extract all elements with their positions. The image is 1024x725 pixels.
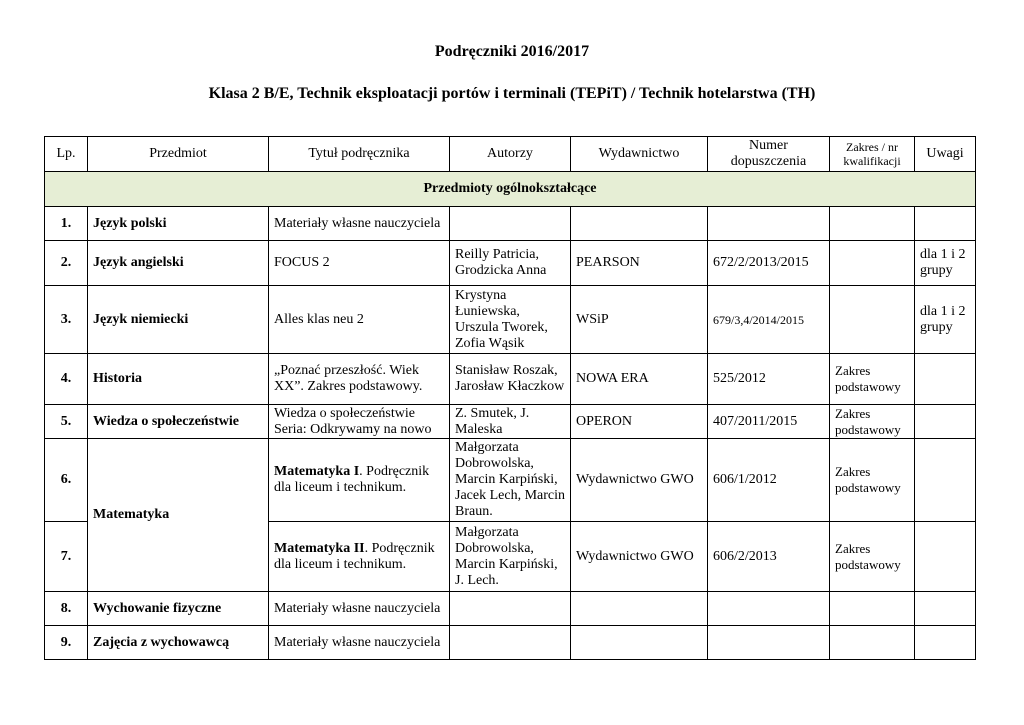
- col-header-lp: Lp.: [45, 137, 88, 172]
- table-row: [45, 207, 976, 241]
- row-lp: 9.: [45, 626, 88, 660]
- row-subject: Język niemiecki: [88, 286, 269, 354]
- row-authors: Małgorzata Dobrowolska, Marcin Karpiński, J. Lech.: [450, 522, 571, 592]
- row-number: 606/1/2012: [708, 439, 830, 522]
- row-notes: [915, 405, 976, 439]
- table-row: [45, 439, 976, 522]
- row-scope: [830, 592, 915, 626]
- row-title: Alles klas neu 2: [269, 286, 450, 354]
- row-number: [708, 207, 830, 241]
- row-lp: 8.: [45, 592, 88, 626]
- row-title: Materiały własne nauczyciela: [269, 207, 450, 241]
- row-title: „Poznać przeszłość. Wiek XX”. Zakres podstawowy.: [269, 354, 450, 405]
- section-title: Przedmioty ogólnokształcące: [45, 172, 976, 207]
- col-header-number: Numer dopuszczenia: [708, 137, 830, 172]
- page-title: Podręczniki 2016/2017: [434, 43, 590, 60]
- row-publisher: OPERON: [571, 405, 708, 439]
- row-subject: Zajęcia z wychowawcą: [88, 626, 269, 660]
- row-authors: [450, 592, 571, 626]
- row-number: 672/2/2013/2015: [708, 241, 830, 286]
- row-scope: [830, 241, 915, 286]
- row-publisher: [571, 626, 708, 660]
- row-title: [269, 522, 450, 592]
- row-publisher: NOWA ERA: [571, 354, 708, 405]
- row-subject: Wychowanie fizyczne: [88, 592, 269, 626]
- row-authors: Małgorzata Dobrowolska, Marcin Karpiński, Jacek Lech, Marcin Braun.: [450, 439, 571, 522]
- row-title-rest: . Podręcznik dla liceum i technikum.: [274, 540, 435, 572]
- row-scope: [830, 286, 915, 354]
- row-title: Materiały własne nauczyciela: [269, 592, 450, 626]
- col-header-title: Tytuł podręcznika: [269, 137, 450, 172]
- col-header-scope: Zakres / nr kwalifikacji: [830, 137, 915, 172]
- row-scope: Zakres podstawowy: [830, 522, 915, 592]
- row-lp: 1.: [45, 207, 88, 241]
- table-row: [45, 354, 976, 405]
- row-scope: Zakres podstawowy: [830, 439, 915, 522]
- row-authors: Krystyna Łuniewska, Urszula Tworek, Zofia Wąsik: [450, 286, 571, 354]
- row-notes: dla 1 i 2 grupy: [915, 286, 976, 354]
- row-lp: 4.: [45, 354, 88, 405]
- row-number: [708, 626, 830, 660]
- row-notes: [915, 439, 976, 522]
- row-subject: Historia: [88, 354, 269, 405]
- row-number: 679/3,4/2014/2015: [708, 286, 830, 354]
- row-title: Wiedza o społeczeństwie Seria: Odkrywamy na nowo: [269, 405, 450, 439]
- row-title-bold: Matematyka II: [274, 540, 365, 556]
- row-subject: Wiedza o społeczeństwie: [88, 405, 269, 439]
- row-title: FOCUS 2: [269, 241, 450, 286]
- col-header-authors: Autorzy: [450, 137, 571, 172]
- row-publisher: Wydawnictwo GWO: [571, 439, 708, 522]
- row-number: 407/2011/2015: [708, 405, 830, 439]
- row-notes: [915, 354, 976, 405]
- row-subject: Język polski: [88, 207, 269, 241]
- table-header-row: [45, 137, 976, 172]
- row-authors: [450, 626, 571, 660]
- row-title: Materiały własne nauczyciela: [269, 626, 450, 660]
- table-row: [45, 286, 976, 354]
- class-subtitle: Klasa 2 B/E, Technik eksploatacji portów i terminali (TEPiT) / Technik hotelarstwa (TH): [208, 85, 816, 102]
- row-lp: 3.: [45, 286, 88, 354]
- row-lp: 7.: [45, 522, 88, 592]
- row-scope: Zakres podstawowy: [830, 405, 915, 439]
- row-notes: [915, 207, 976, 241]
- table-row: [45, 405, 976, 439]
- row-number: [708, 592, 830, 626]
- row-publisher: [571, 592, 708, 626]
- row-publisher: Wydawnictwo GWO: [571, 522, 708, 592]
- row-subject: Język angielski: [88, 241, 269, 286]
- row-notes: [915, 626, 976, 660]
- row-lp: 5.: [45, 405, 88, 439]
- row-authors: Stanisław Roszak, Jarosław Kłaczkow: [450, 354, 571, 405]
- col-header-publisher: Wydawnictwo: [571, 137, 708, 172]
- row-title-bold: Matematyka I: [274, 464, 360, 479]
- row-publisher: [571, 207, 708, 241]
- row-subject: Matematyka: [88, 439, 269, 592]
- row-title-rest: . Podręcznik dla liceum i technikum.: [274, 464, 430, 495]
- row-authors: Z. Smutek, J. Maleska: [450, 405, 571, 439]
- row-publisher: WSiP: [571, 286, 708, 354]
- row-authors: Reilly Patricia, Grodzicka Anna: [450, 241, 571, 286]
- row-lp: 2.: [45, 241, 88, 286]
- row-notes: [915, 592, 976, 626]
- row-scope: [830, 626, 915, 660]
- col-header-subject: Przedmiot: [88, 137, 269, 172]
- section-row: [45, 172, 976, 207]
- row-number: 606/2/2013: [708, 522, 830, 592]
- row-scope: Zakres podstawowy: [830, 354, 915, 405]
- table-row: [45, 241, 976, 286]
- row-notes: [915, 522, 976, 592]
- row-title: [269, 439, 450, 522]
- row-scope: [830, 207, 915, 241]
- row-number: 525/2012: [708, 354, 830, 405]
- row-publisher: PEARSON: [571, 241, 708, 286]
- row-lp: 6.: [45, 439, 88, 522]
- table-row: [45, 592, 976, 626]
- col-header-notes: Uwagi: [915, 137, 976, 172]
- row-authors: [450, 207, 571, 241]
- table-row: [45, 626, 976, 660]
- row-notes: dla 1 i 2 grupy: [915, 241, 976, 286]
- textbook-table: [44, 136, 976, 660]
